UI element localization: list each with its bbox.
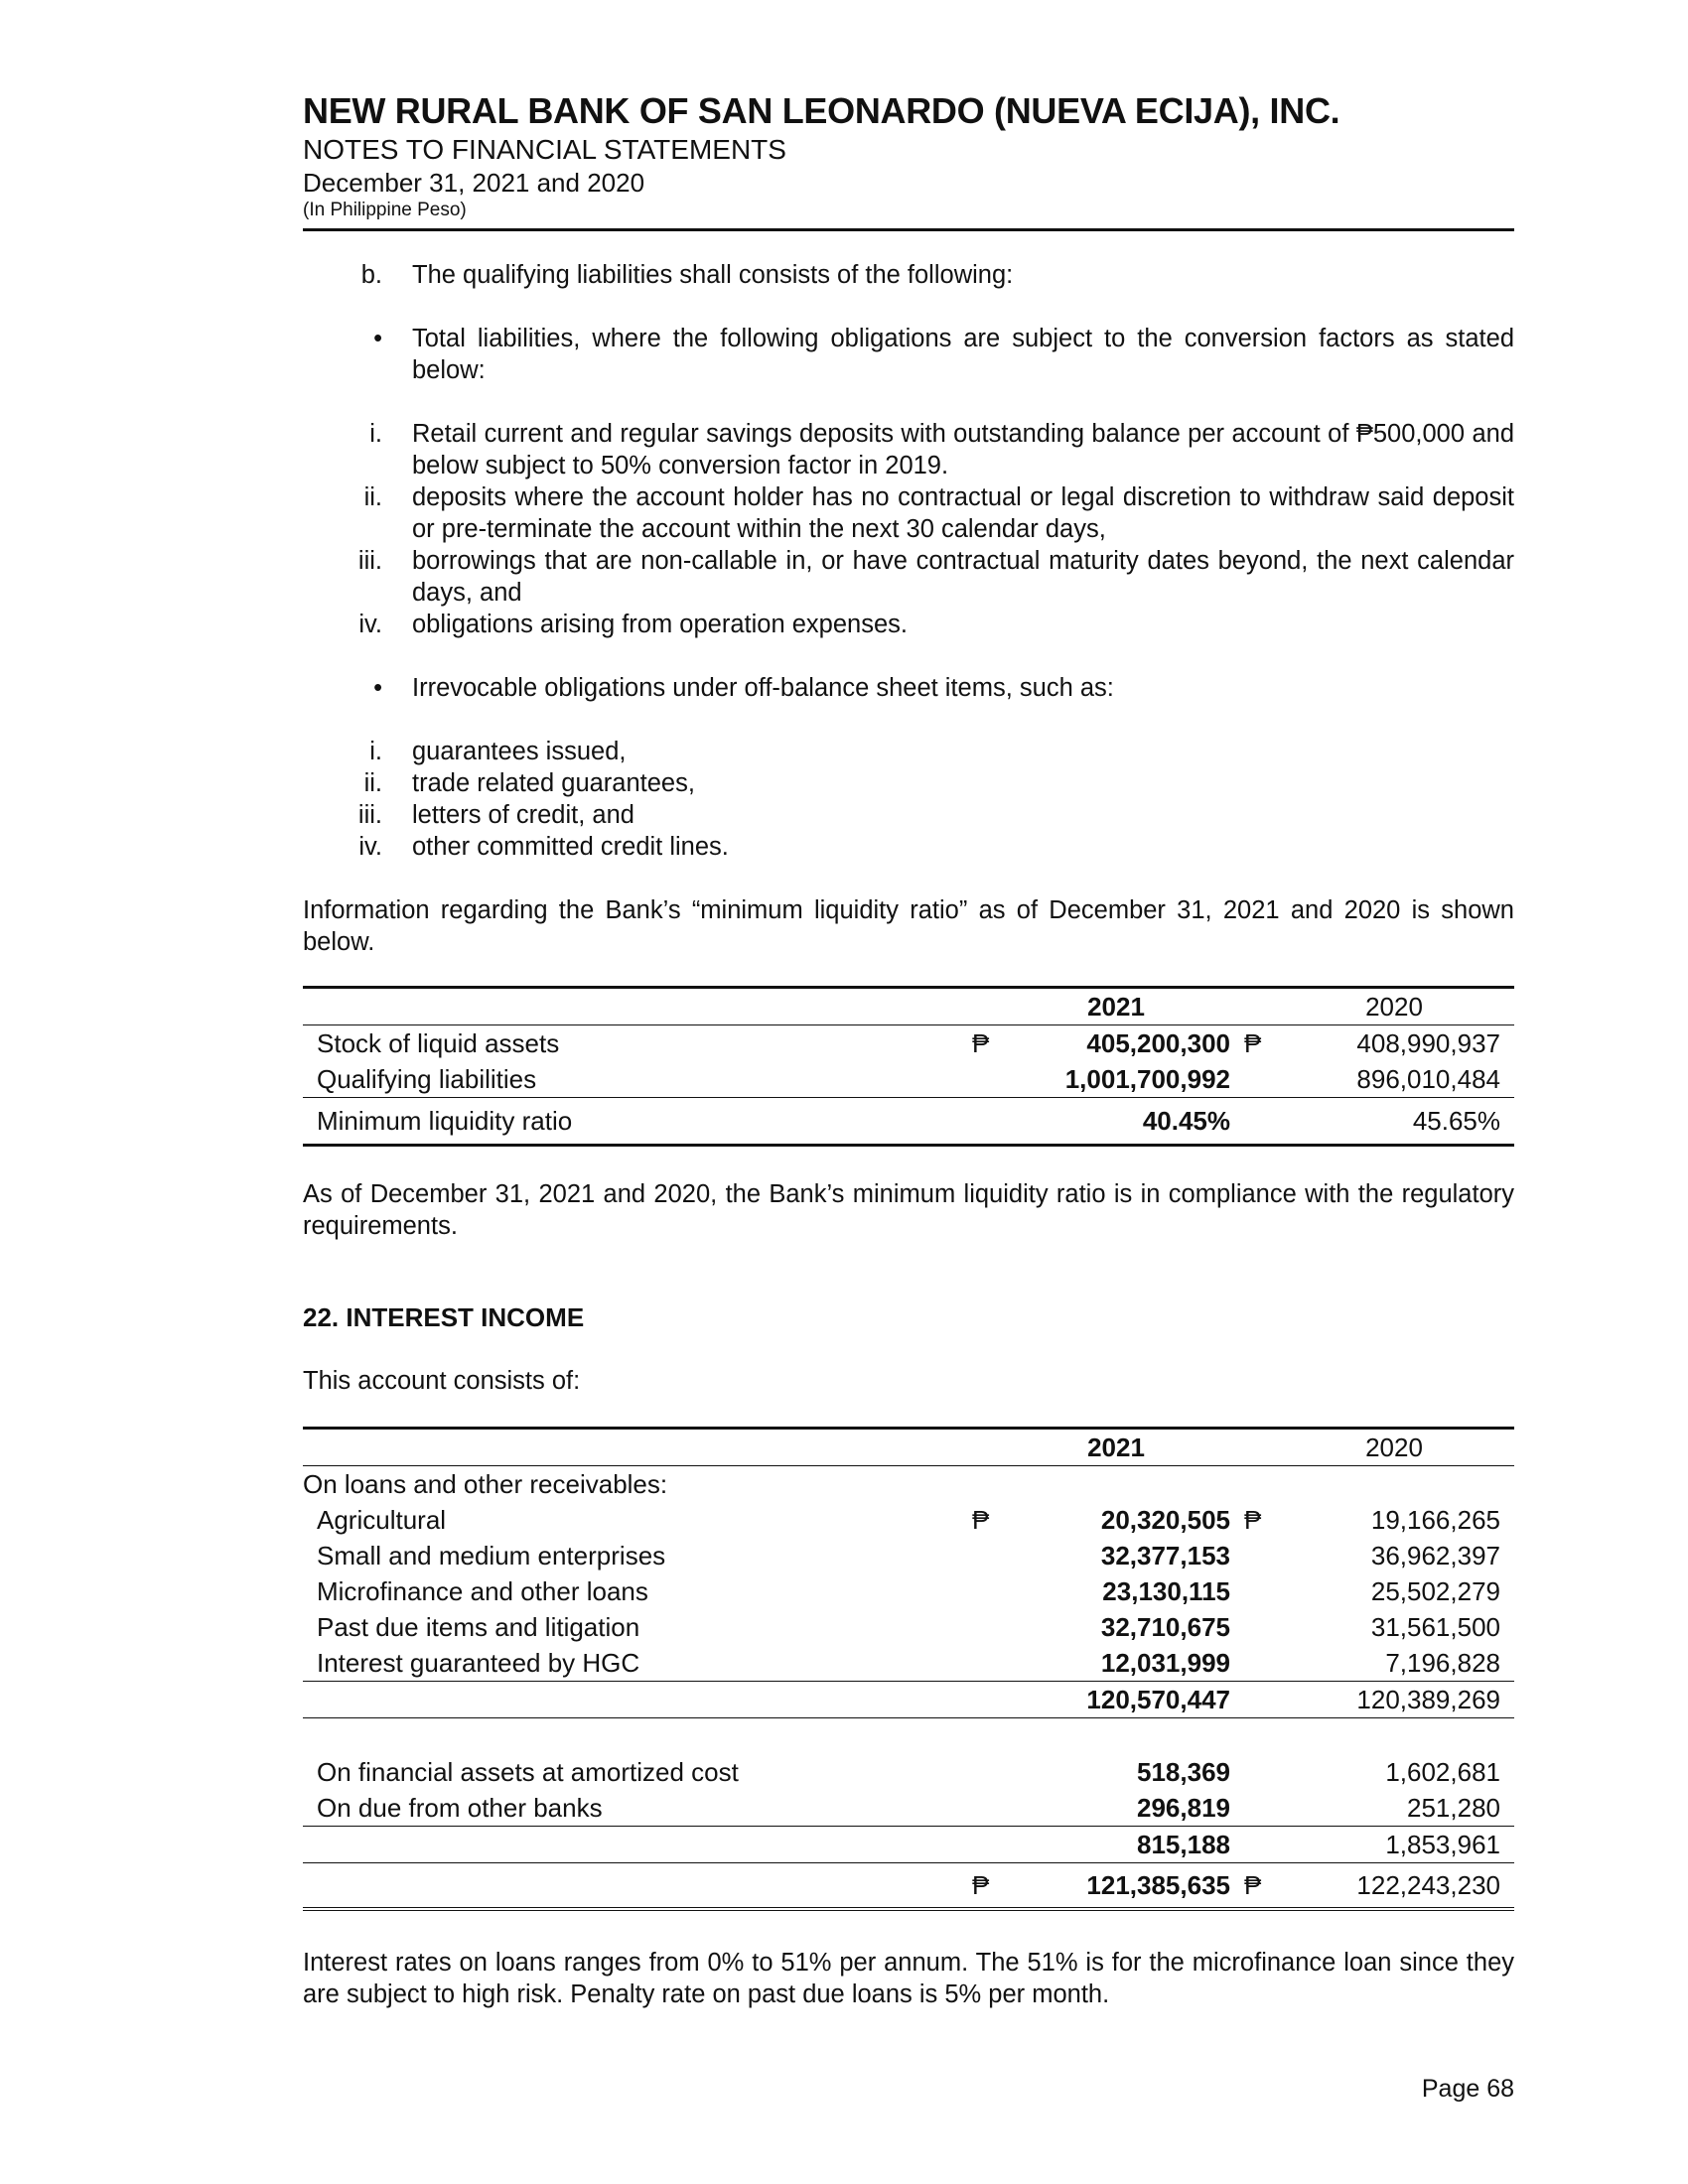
list-marker: i. bbox=[369, 738, 382, 765]
peso-sign: ₱ bbox=[1230, 1863, 1274, 1910]
total-2021: 121,385,635 bbox=[1002, 1863, 1230, 1910]
list-item bbox=[303, 736, 1514, 767]
table-row bbox=[303, 1645, 1514, 1682]
bullet-icon: • bbox=[373, 325, 382, 352]
peso-sign: ₱ bbox=[972, 1863, 1002, 1910]
item-marker: b. bbox=[360, 261, 382, 289]
bullet-text: Irrevocable obligations under off-balance sheet items, such as: bbox=[412, 674, 1114, 702]
group-label: On loans and other receivables: bbox=[303, 1466, 1514, 1503]
page-number: Page 68 bbox=[1421, 2075, 1514, 2103]
value-2020: 31,561,500 bbox=[1370, 1612, 1500, 1642]
value-2021: 12,031,999 bbox=[1002, 1645, 1230, 1682]
off-balance-sublist bbox=[303, 736, 1514, 863]
peso-sign: ₱ bbox=[1230, 1025, 1274, 1062]
value-2020: 896,010,484 bbox=[1274, 1061, 1514, 1098]
subtotal-row bbox=[303, 1682, 1514, 1718]
list-marker: iv. bbox=[358, 611, 382, 638]
table-row bbox=[303, 1025, 1514, 1062]
value-2020: 7,196,828 bbox=[1274, 1645, 1514, 1682]
subtotal-row bbox=[303, 1827, 1514, 1863]
list-text: other committed credit lines. bbox=[412, 833, 729, 861]
currency-note: (In Philippine Peso) bbox=[303, 200, 467, 220]
company-name: NEW RURAL BANK OF SAN LEONARDO (NUEVA ECIJA), INC. bbox=[303, 90, 1340, 131]
row-label: On financial assets at amortized cost bbox=[317, 1757, 739, 1787]
row-label: Agricultural bbox=[317, 1505, 447, 1535]
bullet-text: Total liabilities, where the following obligations are subject to the conversion factors as stated below: bbox=[412, 325, 1514, 384]
total-2020: 122,243,230 bbox=[1274, 1863, 1514, 1910]
list-item bbox=[303, 767, 1514, 799]
list-marker: ii. bbox=[363, 483, 382, 511]
row-label: Qualifying liabilities bbox=[303, 1061, 972, 1098]
column-header-2021: 2021 bbox=[1002, 1429, 1230, 1466]
list-text: borrowings that are non-callable in, or have contractual maturity dates beyond, the next calendar days, and bbox=[412, 547, 1514, 607]
row-label: Small and medium enterprises bbox=[317, 1541, 666, 1570]
value-2021: 32,377,153 bbox=[1100, 1541, 1230, 1570]
header-rule bbox=[303, 228, 1514, 231]
list-marker: iv. bbox=[358, 833, 382, 861]
grand-total-row bbox=[303, 1863, 1514, 1910]
list-item bbox=[303, 799, 1514, 831]
table-header-row bbox=[303, 1429, 1514, 1466]
value-2021: 20,320,505 bbox=[1100, 1505, 1230, 1535]
list-item bbox=[303, 609, 1514, 640]
subtotal-2020: 120,389,269 bbox=[1274, 1682, 1514, 1718]
document-page bbox=[303, 89, 1514, 2010]
subtotal-2021: 120,570,447 bbox=[1002, 1682, 1230, 1718]
row-label: Minimum liquidity ratio bbox=[303, 1098, 972, 1146]
column-header-2020: 2020 bbox=[1274, 1429, 1514, 1466]
item-text: The qualifying liabilities shall consists of the following: bbox=[412, 261, 1014, 289]
value-2021: 1,001,700,992 bbox=[1002, 1061, 1230, 1098]
table-row bbox=[303, 1609, 1514, 1645]
document-header bbox=[303, 89, 1514, 231]
table-row bbox=[303, 1502, 1514, 1538]
column-header-2020: 2020 bbox=[1274, 988, 1514, 1025]
row-label: Microfinance and other loans bbox=[317, 1576, 648, 1606]
value-2021: 405,200,300 bbox=[1002, 1025, 1230, 1062]
list-text: guarantees issued, bbox=[412, 738, 627, 765]
value-2020: 19,166,265 bbox=[1370, 1505, 1500, 1535]
value-2020: 251,280 bbox=[1274, 1790, 1514, 1827]
list-item bbox=[303, 481, 1514, 545]
peso-sign: ₱ bbox=[972, 1025, 1002, 1062]
table-row bbox=[303, 1061, 1514, 1098]
interest-income-table bbox=[303, 1427, 1514, 1911]
list-text: trade related guarantees, bbox=[412, 769, 695, 797]
peso-sign: ₱ bbox=[972, 1505, 990, 1535]
liabilities-sublist bbox=[303, 418, 1514, 640]
row-label: Stock of liquid assets bbox=[303, 1025, 972, 1062]
table-header-row bbox=[303, 988, 1514, 1025]
table-row bbox=[303, 1790, 1514, 1827]
column-header-2021: 2021 bbox=[1002, 988, 1230, 1025]
row-label: On due from other banks bbox=[303, 1790, 972, 1827]
liquidity-ratio-table bbox=[303, 986, 1514, 1147]
interest-rate-note: Interest rates on loans ranges from 0% to 51% per annum. The 51% is for the microfinance loan since they are subject to high risk. Penalty rate on past due loans is 5% per month. bbox=[303, 1949, 1514, 2008]
value-2020: 36,962,397 bbox=[1370, 1541, 1500, 1570]
liquidity-intro: Information regarding the Bank’s “minimum liquidity ratio” as of December 31, 2021 and 2020 is shown below. bbox=[303, 896, 1514, 956]
list-text: Retail current and regular savings deposits with outstanding balance per account of ₱500,000 and below subject to 50% conversion factor in 2019. bbox=[412, 420, 1514, 479]
table-row bbox=[303, 1754, 1514, 1790]
ratio-row bbox=[303, 1098, 1514, 1146]
subtotal-2020: 1,853,961 bbox=[1274, 1827, 1514, 1863]
bullet-icon: • bbox=[373, 674, 382, 702]
list-text: letters of credit, and bbox=[412, 801, 634, 829]
qualifying-liabilities-item bbox=[303, 259, 1514, 291]
row-label: Past due items and litigation bbox=[317, 1612, 640, 1642]
value-2020: 45.65% bbox=[1274, 1098, 1514, 1146]
list-marker: iii. bbox=[357, 801, 382, 829]
list-item bbox=[303, 545, 1514, 609]
list-marker: ii. bbox=[363, 769, 382, 797]
value-2021: 32,710,675 bbox=[1100, 1612, 1230, 1642]
report-period: December 31, 2021 and 2020 bbox=[303, 168, 645, 198]
list-item bbox=[303, 831, 1514, 863]
table-row bbox=[303, 1573, 1514, 1609]
value-2020: 1,602,681 bbox=[1385, 1757, 1500, 1787]
document-subtitle: NOTES TO FINANCIAL STATEMENTS bbox=[303, 134, 786, 165]
list-marker: iii. bbox=[357, 547, 382, 575]
peso-sign: ₱ bbox=[1244, 1505, 1262, 1535]
section-intro: This account consists of: bbox=[303, 1367, 581, 1395]
list-text: deposits where the account holder has no contractual or legal discretion to withdraw said deposit or pre-terminate the account within the next 30 calendar days, bbox=[412, 483, 1514, 543]
section-title: 22. INTEREST INCOME bbox=[303, 1302, 585, 1332]
value-2021: 23,130,115 bbox=[1102, 1576, 1230, 1606]
value-2021: 518,369 bbox=[1137, 1757, 1230, 1787]
subtotal-2021: 815,188 bbox=[1002, 1827, 1230, 1863]
table-row bbox=[303, 1538, 1514, 1573]
list-marker: i. bbox=[369, 420, 382, 448]
value-2020: 25,502,279 bbox=[1370, 1576, 1500, 1606]
value-2021: 296,819 bbox=[1002, 1790, 1230, 1827]
bullet-total-liabilities bbox=[303, 323, 1514, 386]
list-text: obligations arising from operation expenses. bbox=[412, 611, 908, 638]
compliance-statement: As of December 31, 2021 and 2020, the Bank’s minimum liquidity ratio is in compliance with the regulatory requirements. bbox=[303, 1180, 1514, 1240]
spacer-row bbox=[303, 1718, 1514, 1755]
list-item bbox=[303, 418, 1514, 481]
row-label: Interest guaranteed by HGC bbox=[303, 1645, 972, 1682]
group-label-row bbox=[303, 1466, 1514, 1503]
value-2020: 408,990,937 bbox=[1274, 1025, 1514, 1062]
value-2021: 40.45% bbox=[1002, 1098, 1230, 1146]
bullet-off-balance bbox=[303, 672, 1514, 704]
